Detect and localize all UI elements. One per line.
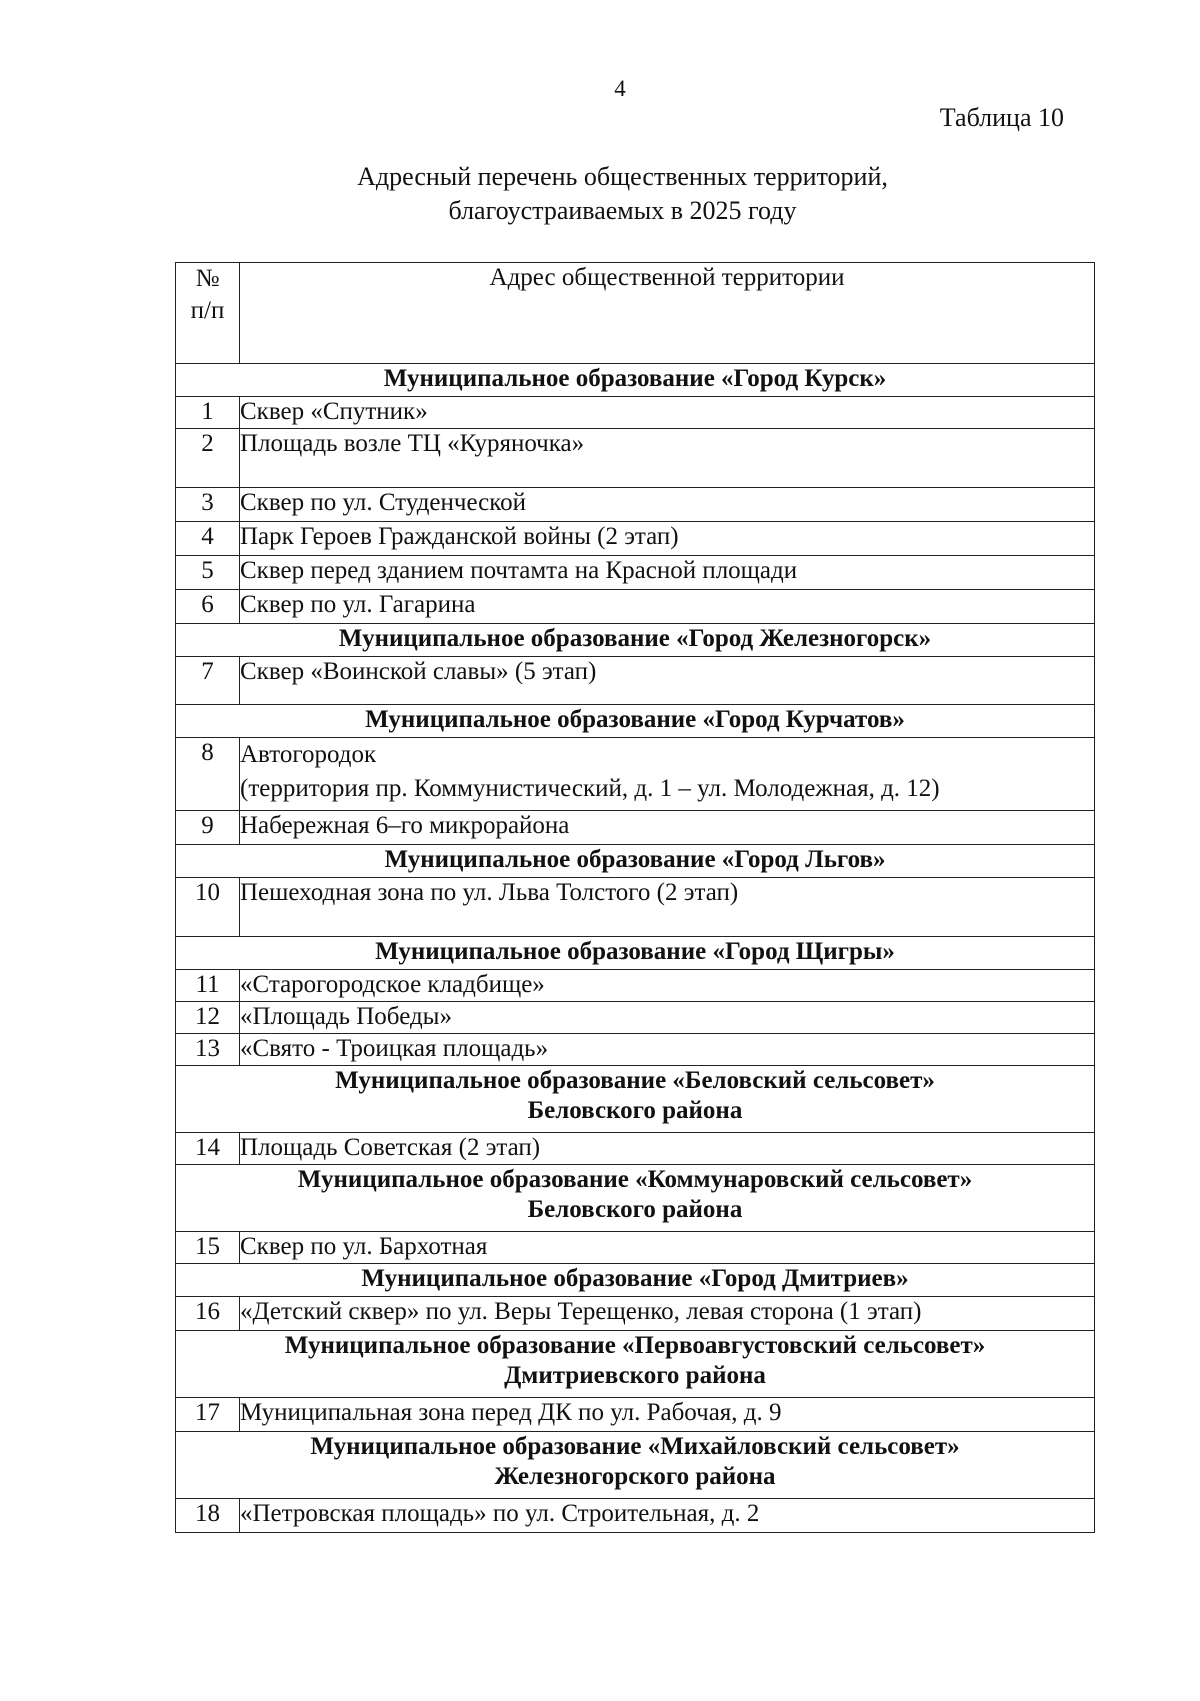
section-row	[176, 1331, 1095, 1398]
section-row	[176, 1165, 1095, 1232]
address-column-header: Адрес общественной территории	[240, 263, 1095, 364]
row-address: Сквер по ул. Гагарина	[240, 590, 1095, 624]
row-number: 7	[176, 657, 240, 705]
section-row	[176, 705, 1095, 738]
table-row	[176, 970, 1095, 1002]
address-table	[175, 262, 1095, 1533]
table-row	[176, 1034, 1095, 1066]
table-row	[176, 429, 1095, 488]
section-title-line-2: Железногорского района	[494, 1463, 776, 1490]
section-row	[176, 1264, 1095, 1297]
row-address	[240, 738, 1095, 811]
table-row	[176, 590, 1095, 624]
table-row	[176, 738, 1095, 811]
row-address: Набережная 6–го микрорайона	[240, 811, 1095, 845]
table-row	[176, 1002, 1095, 1034]
section-title-line-2: Беловского района	[527, 1097, 743, 1124]
row-number: 11	[176, 970, 240, 1002]
row-address: «Свято - Троицкая площадь»	[240, 1034, 1095, 1066]
document-title	[0, 160, 1200, 228]
section-row	[176, 937, 1095, 970]
document-title-line-1: Адресный перечень общественных территорий,	[357, 162, 888, 191]
row-number: 3	[176, 488, 240, 522]
row-number: 1	[176, 397, 240, 429]
number-column-header	[176, 263, 240, 364]
page-number: 4	[614, 76, 626, 101]
table-row	[176, 488, 1095, 522]
section-title: Муниципальное образование «Город Курск»	[176, 364, 1095, 397]
row-number: 16	[176, 1297, 240, 1331]
section-title-line-2: Дмитриевского района	[504, 1362, 766, 1389]
row-number: 4	[176, 522, 240, 556]
section-title	[176, 1331, 1095, 1398]
section-title: Муниципальное образование «Город Дмитриев»	[176, 1264, 1095, 1297]
section-title-line-1: Муниципальное образование «Коммунаровский сельсовет»	[297, 1166, 973, 1193]
section-title-line-1: Муниципальное образование «Первоавгустовский сельсовет»	[284, 1332, 986, 1359]
table-row	[176, 878, 1095, 937]
section-title: Муниципальное образование «Город Железногорск»	[176, 624, 1095, 657]
row-number: 12	[176, 1002, 240, 1034]
section-row	[176, 364, 1095, 397]
row-address: «Старогородское кладбище»	[240, 970, 1095, 1002]
row-address: Сквер по ул. Бархотная	[240, 1232, 1095, 1264]
section-row	[176, 1066, 1095, 1133]
table-row	[176, 1499, 1095, 1533]
row-address: Сквер «Воинской славы» (5 этап)	[240, 657, 1095, 705]
row-number: 14	[176, 1133, 240, 1165]
section-title-line-2: Беловского района	[527, 1196, 743, 1223]
section-row	[176, 845, 1095, 878]
section-title	[176, 1432, 1095, 1499]
row-number: 18	[176, 1499, 240, 1533]
row-number: 17	[176, 1398, 240, 1432]
row-address: Сквер «Спутник»	[240, 397, 1095, 429]
table-row	[176, 556, 1095, 590]
table-row	[176, 1232, 1095, 1264]
table-row	[176, 811, 1095, 845]
row-address: Сквер по ул. Студенческой	[240, 488, 1095, 522]
section-title-line-1: Муниципальное образование «Михайловский сельсовет»	[310, 1433, 960, 1460]
table-row	[176, 657, 1095, 705]
section-title-line-1: Муниципальное образование «Беловский сельсовет»	[335, 1067, 935, 1094]
row-number: 8	[176, 738, 240, 811]
number-header-abbrev: п/п	[190, 297, 225, 324]
row-number: 15	[176, 1232, 240, 1264]
document-title-line-2: благоустраиваемых в 2025 году	[448, 196, 797, 225]
table-label: Таблица 10	[939, 103, 1064, 132]
row-number: 5	[176, 556, 240, 590]
section-row	[176, 624, 1095, 657]
table-row	[176, 1398, 1095, 1432]
table-row	[176, 1133, 1095, 1165]
row-address: «Площадь Победы»	[240, 1002, 1095, 1034]
section-title: Муниципальное образование «Город Щигры»	[176, 937, 1095, 970]
row-number: 10	[176, 878, 240, 937]
row-address: Муниципальная зона перед ДК по ул. Рабочая, д. 9	[240, 1398, 1095, 1432]
row-address-line-1: Автогородок	[240, 741, 377, 768]
table-row	[176, 397, 1095, 429]
table-row	[176, 1297, 1095, 1331]
table-header-row	[176, 263, 1095, 364]
row-number: 6	[176, 590, 240, 624]
row-address: Площадь Советская (2 этап)	[240, 1133, 1095, 1165]
row-number: 9	[176, 811, 240, 845]
row-address: Парк Героев Гражданской войны (2 этап)	[240, 522, 1095, 556]
section-title: Муниципальное образование «Город Курчатов»	[176, 705, 1095, 738]
row-address: «Детский сквер» по ул. Веры Терещенко, левая сторона (1 этап)	[240, 1297, 1095, 1331]
table-row	[176, 522, 1095, 556]
section-row	[176, 1432, 1095, 1499]
row-address: Площадь возле ТЦ «Куряночка»	[240, 429, 1095, 488]
section-title	[176, 1165, 1095, 1232]
number-header-symbol: №	[195, 265, 220, 292]
row-number: 2	[176, 429, 240, 488]
row-number: 13	[176, 1034, 240, 1066]
row-address: «Петровская площадь» по ул. Строительная, д. 2	[240, 1499, 1095, 1533]
section-title: Муниципальное образование «Город Льгов»	[176, 845, 1095, 878]
row-address-line-2: (территория пр. Коммунистический, д. 1 – ул. Молодежная, д. 12)	[240, 775, 940, 802]
row-address: Пешеходная зона по ул. Льва Толстого (2 этап)	[240, 878, 1095, 937]
section-title	[176, 1066, 1095, 1133]
row-address: Сквер перед зданием почтамта на Красной площади	[240, 556, 1095, 590]
